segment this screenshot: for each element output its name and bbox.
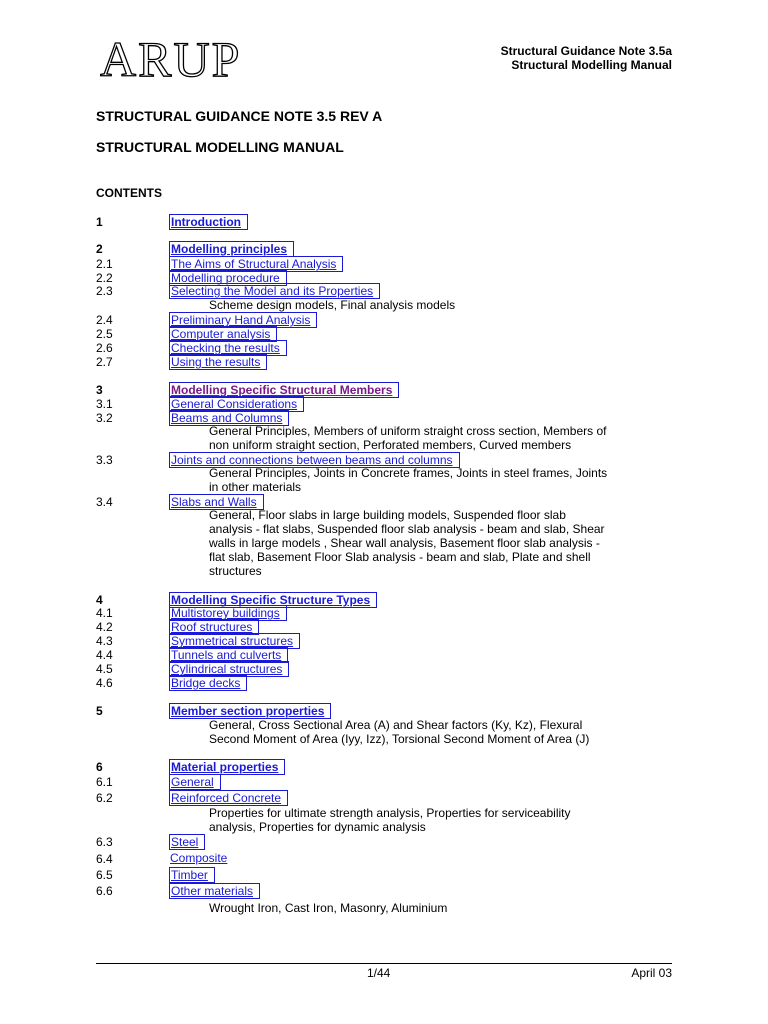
- toc-number: 4.3: [96, 634, 113, 648]
- toc-link[interactable]: Modelling principles: [169, 241, 294, 257]
- toc-number: 4.4: [96, 648, 113, 662]
- toc-description: non uniform straight section, Perforated members, Curved members: [209, 438, 572, 452]
- toc-number: 6.5: [96, 868, 113, 882]
- page-number: 1/44: [367, 966, 391, 980]
- toc-description: in other materials: [209, 480, 302, 494]
- toc-link[interactable]: Material properties: [169, 759, 285, 775]
- toc-link[interactable]: Joints and connections between beams and columns: [169, 452, 460, 468]
- toc-link[interactable]: The Aims of Structural Analysis: [169, 256, 343, 272]
- toc-number: 3.3: [96, 453, 113, 467]
- toc-number: 6: [96, 760, 103, 774]
- toc-link[interactable]: General Considerations: [169, 396, 304, 412]
- toc-number: 6.3: [96, 835, 113, 849]
- toc-link[interactable]: Modelling Specific Structural Members: [169, 382, 399, 398]
- toc-number: 6.4: [96, 852, 113, 866]
- toc-description: General, Floor slabs in large building models, Suspended floor slab: [209, 508, 566, 522]
- toc-number: 2.3: [96, 284, 113, 298]
- toc-number: 6.1: [96, 775, 113, 789]
- toc-link[interactable]: Composite: [170, 851, 228, 865]
- toc-link[interactable]: Modelling Specific Structure Types: [169, 592, 377, 608]
- logo-text: ARUP: [100, 34, 242, 80]
- footer-date: April 03: [631, 966, 672, 980]
- toc-link[interactable]: Multistorey buildings: [169, 605, 287, 621]
- toc-number: 3.4: [96, 495, 113, 509]
- toc-number: 1: [96, 215, 103, 229]
- toc-number: 4.5: [96, 662, 113, 676]
- toc-number: 2.4: [96, 313, 113, 327]
- toc-number: 6.6: [96, 884, 113, 898]
- contents-heading: CONTENTS: [96, 186, 162, 200]
- toc-link[interactable]: Member section properties: [169, 703, 331, 719]
- header-line-2: Structural Modelling Manual: [511, 58, 672, 72]
- toc-description: flat slab, Basement Floor Slab analysis - beam and slab, Plate and shell: [209, 550, 591, 564]
- toc-link[interactable]: Roof structures: [169, 619, 259, 635]
- toc-link[interactable]: Timber: [169, 867, 215, 883]
- header-line-1: Structural Guidance Note 3.5a: [500, 44, 672, 58]
- toc-link[interactable]: General: [169, 774, 221, 790]
- footer-rule: [96, 963, 672, 964]
- toc-description: General Principles, Joints in Concrete frames, Joints in steel frames, Joints: [209, 466, 608, 480]
- toc-link[interactable]: Selecting the Model and its Properties: [169, 283, 380, 299]
- toc-link[interactable]: Cylindrical structures: [169, 661, 289, 677]
- toc-link[interactable]: Introduction: [169, 214, 248, 230]
- toc-description: Wrought Iron, Cast Iron, Masonry, Aluminium: [209, 901, 448, 915]
- toc-description: Scheme design models, Final analysis models: [209, 298, 456, 312]
- toc-number: 2.2: [96, 271, 113, 285]
- toc-description: structures: [209, 564, 262, 578]
- toc-description: General Principles, Members of uniform straight cross section, Members of: [209, 424, 607, 438]
- toc-number: 4: [96, 593, 103, 607]
- toc-description: analysis - flat slabs, Suspended floor slab analysis - beam and slab, Shear: [209, 522, 605, 536]
- toc-number: 3.2: [96, 411, 113, 425]
- toc-link[interactable]: Symmetrical structures: [169, 633, 300, 649]
- toc-number: 2: [96, 242, 103, 256]
- toc-description: walls in large models , Shear wall analysis, Basement floor slab analysis -: [209, 536, 600, 550]
- toc-number: 4.1: [96, 606, 113, 620]
- toc-link[interactable]: Beams and Columns: [169, 410, 289, 426]
- toc-number: 4.6: [96, 676, 113, 690]
- toc-description: analysis, Properties for dynamic analysis: [209, 820, 426, 834]
- toc-number: 4.2: [96, 620, 113, 634]
- toc-link[interactable]: Preliminary Hand Analysis: [169, 312, 317, 328]
- document-subtitle: STRUCTURAL MODELLING MANUAL: [96, 139, 344, 155]
- toc-number: 5: [96, 704, 103, 718]
- toc-link[interactable]: Using the results: [169, 354, 267, 370]
- page-header: [501, 44, 672, 72]
- toc-number: 2.1: [96, 257, 113, 271]
- toc-link[interactable]: Bridge decks: [169, 675, 247, 691]
- toc-description: Properties for ultimate strength analysis, Properties for serviceability: [209, 806, 571, 820]
- toc-link[interactable]: Checking the results: [169, 340, 287, 356]
- toc-link[interactable]: Modelling procedure: [169, 270, 287, 286]
- toc-link[interactable]: Slabs and Walls: [169, 494, 264, 510]
- toc-number: 6.2: [96, 791, 113, 805]
- toc-link[interactable]: Tunnels and culverts: [169, 647, 288, 663]
- arup-logo: [100, 34, 248, 80]
- toc-number: 2.6: [96, 341, 113, 355]
- toc-number: 2.5: [96, 327, 113, 341]
- toc-description: General, Cross Sectional Area (A) and Shear factors (Ky, Kz), Flexural: [209, 718, 583, 732]
- toc-number: 3: [96, 383, 103, 397]
- toc-link[interactable]: Other materials: [169, 883, 260, 899]
- toc-link[interactable]: Reinforced Concrete: [169, 790, 288, 806]
- toc-link[interactable]: Computer analysis: [169, 326, 277, 342]
- toc-link[interactable]: Steel: [169, 834, 205, 850]
- toc-number: 2.7: [96, 355, 113, 369]
- toc-description: Second Moment of Area (Iyy, Izz), Torsional Second Moment of Area (J): [209, 732, 590, 746]
- document-title: STRUCTURAL GUIDANCE NOTE 3.5 REV A: [96, 108, 383, 124]
- toc-number: 3.1: [96, 397, 113, 411]
